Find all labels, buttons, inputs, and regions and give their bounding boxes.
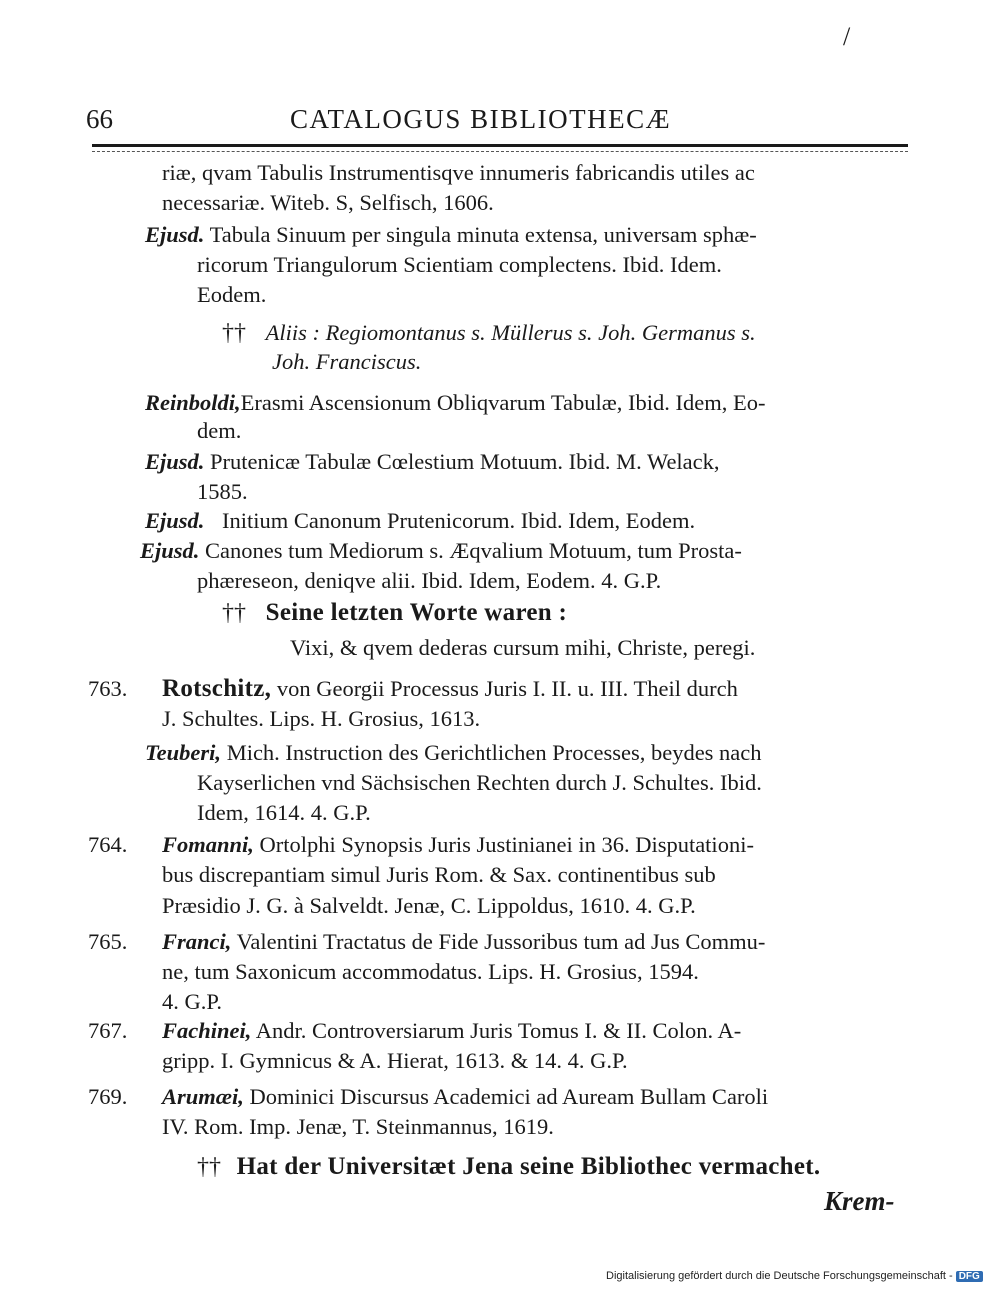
- header-rule-dashed: [92, 151, 908, 152]
- note-text: Aliis : Regiomontanus s. Müllerus s. Joh. Germanus s.: [265, 320, 756, 345]
- entry-text: Valentini Tractatus de Fide Jussoribus tum ad Jus Commu-: [236, 929, 766, 954]
- author-name: Franci,: [162, 929, 232, 954]
- text-line: gripp. I. Gymnicus & A. Hierat, 1613. & 14. 4. G.P.: [162, 1048, 628, 1073]
- verse-line: Vixi, & qvem dederas cursum mihi, Christe, peregi.: [290, 635, 756, 660]
- stray-mark: /: [843, 22, 851, 51]
- dagger-icon: ††: [197, 1154, 221, 1180]
- entry-line: [145, 447, 720, 477]
- text-line: phæreseon, deniqve alii. Ibid. Idem, Eodem. 4. G.P.: [197, 568, 662, 593]
- text-line: necessariæ. Witeb. S, Selfisch, 1606.: [162, 190, 494, 215]
- catchword: Krem-: [824, 1186, 895, 1216]
- text-line: ne, tum Saxonicum accommodatus. Lips. H. Grosius, 1594.: [162, 959, 699, 984]
- dfg-logo: DFG: [956, 1271, 983, 1282]
- text-line: bus discrepantiam simul Juris Rom. & Sax. continentibus sub: [162, 862, 716, 887]
- entry-number: 767.: [88, 1018, 128, 1043]
- text-line: Kayserlichen vnd Sächsischen Rechten durch J. Schultes. Ibid.: [197, 770, 762, 795]
- entry-number: 765.: [88, 929, 128, 954]
- note-line: [222, 318, 756, 348]
- note-text: Seine letzten Worte waren :: [265, 599, 568, 626]
- entry-line: [145, 506, 695, 536]
- text-line: IV. Rom. Imp. Jenæ, T. Steinmannus, 1619.: [162, 1114, 554, 1139]
- entry-line: [145, 220, 757, 250]
- entry-number: 764.: [88, 832, 128, 857]
- author-name: Ejusd.: [145, 449, 205, 474]
- text-line: dem.: [197, 418, 242, 443]
- entry-line: [162, 927, 765, 957]
- entry-text: Ortolphi Synopsis Juris Justinianei in 36. Disputationi-: [259, 832, 754, 857]
- entry-text: Mich. Instruction des Gerichtlichen Processes, beydes nach: [226, 740, 762, 765]
- note-text: Joh. Franciscus.: [272, 349, 422, 374]
- text-line: 4. G.P.: [162, 989, 223, 1014]
- author-name: Arumæi,: [162, 1084, 244, 1109]
- entry-line: [162, 1016, 741, 1046]
- author-name: Ejusd.: [145, 222, 205, 247]
- note-line: [197, 1152, 820, 1182]
- dagger-icon: ††: [222, 320, 246, 346]
- digitization-footer: [606, 1270, 983, 1282]
- entry-text: Prutenicæ Tabulæ Cœlestium Motuum. Ibid. M. Welack,: [210, 449, 720, 474]
- text-line: J. Schultes. Lips. H. Grosius, 1613.: [162, 706, 481, 731]
- text-line: Eodem.: [197, 282, 267, 307]
- page-number: 66: [86, 104, 113, 134]
- entry-line: [162, 830, 754, 860]
- entry-text: Dominici Discursus Academici ad Auream Bullam Caroli: [249, 1084, 769, 1109]
- running-title: CATALOGUS BIBLIOTHECÆ: [290, 104, 672, 134]
- entry-line: [162, 1082, 768, 1112]
- note-text: Hat der Universitæt Jena seine Bibliothec vermachet.: [236, 1153, 821, 1180]
- author-name: Ejusd.: [145, 508, 205, 533]
- author-name: Teuberi,: [145, 740, 222, 765]
- entry-line: [145, 738, 762, 768]
- entry-number: 763.: [88, 676, 128, 701]
- text-line: Idem, 1614. 4. G.P.: [197, 800, 371, 825]
- author-name: Fomanni,: [162, 832, 254, 857]
- entry-text: Erasmi Ascensionum Obliqvarum Tabulæ, Ibid. Idem, Eo-: [240, 390, 766, 415]
- entry-text: Andr. Controversiarum Juris Tomus I. & II. Colon. A-: [255, 1018, 742, 1043]
- text-line: riæ, qvam Tabulis Instrumentisqve innumeris fabricandis utiles ac: [162, 160, 755, 185]
- entry-line: [162, 674, 738, 704]
- text-line: Præsidio J. G. à Salveldt. Jenæ, C. Lippoldus, 1610. 4. G.P.: [162, 893, 696, 918]
- entry-number: 769.: [88, 1084, 128, 1109]
- entry-text: Canones tum Mediorum s. Æqvalium Motuum, tum Prosta-: [205, 538, 742, 563]
- author-name: Fachinei,: [162, 1018, 252, 1043]
- header-rule: [92, 144, 908, 147]
- text-line: 1585.: [197, 479, 248, 504]
- entry-text: Initium Canonum Prutenicorum. Ibid. Idem, Eodem.: [222, 508, 696, 533]
- entry-text: Tabula Sinuum per singula minuta extensa, universam sphæ-: [209, 222, 757, 247]
- author-name: Ejusd.: [140, 538, 200, 563]
- entry-line: [145, 388, 765, 418]
- text-line: ricorum Triangulorum Scientiam complectens. Ibid. Idem.: [197, 252, 722, 277]
- entry-line: [140, 536, 742, 566]
- note-line: [222, 598, 567, 628]
- dagger-icon: ††: [222, 600, 246, 626]
- entry-text: von Georgii Processus Juris I. II. u. III. Theil durch: [276, 676, 738, 701]
- author-name: Reinboldi,: [145, 390, 241, 415]
- footer-text: Digitalisierung gefördert durch die Deutsche Forschungsgemeinschaft -: [606, 1270, 953, 1282]
- author-name: Rotschitz,: [162, 675, 272, 702]
